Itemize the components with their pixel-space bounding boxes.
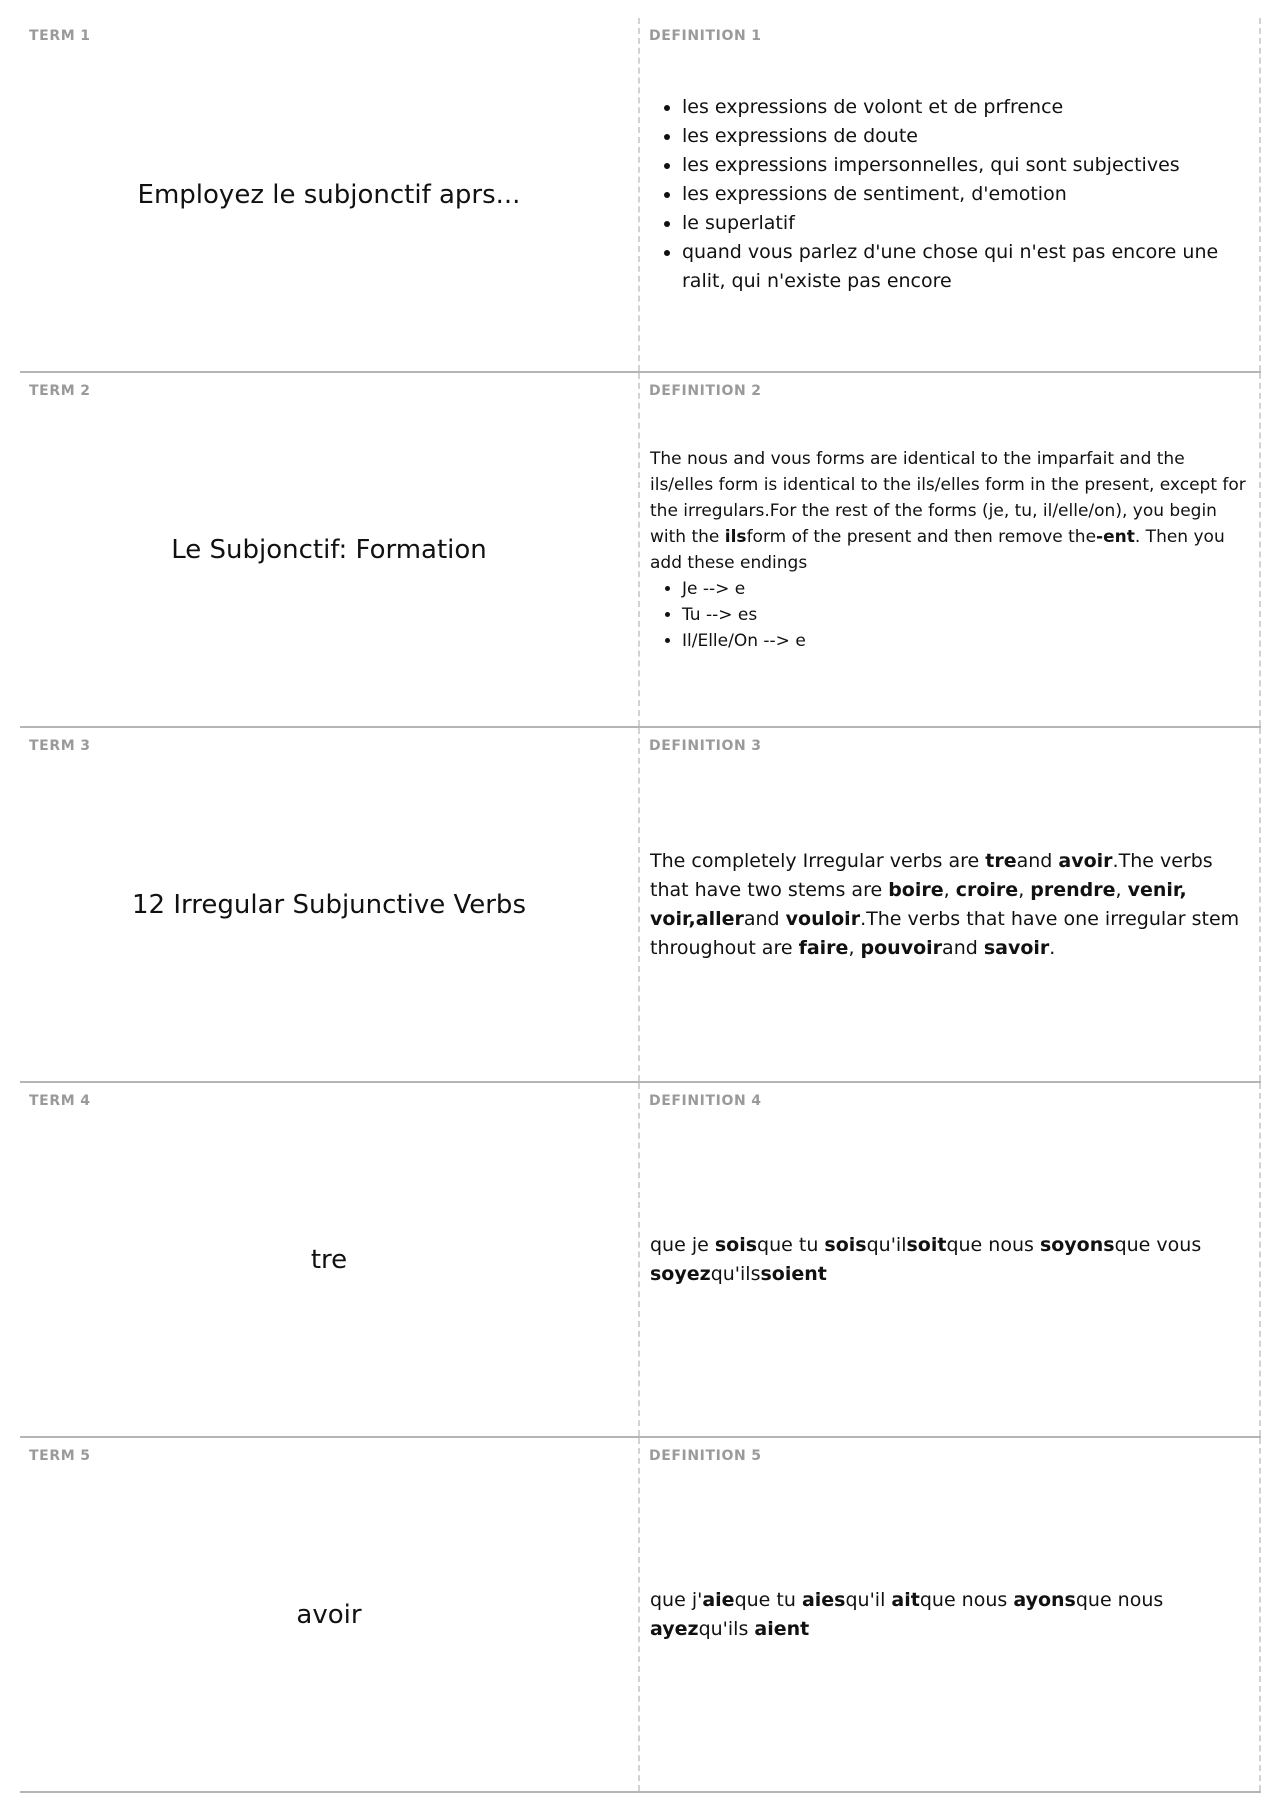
term-cell: [20, 1083, 640, 1436]
flashcard-row: [20, 373, 1261, 728]
flashcard-sheet: [20, 18, 1261, 1793]
term-label: TERM 4: [29, 1093, 91, 1109]
term-cell: [20, 18, 640, 371]
term-text: 12 Irregular Subjunctive Verbs: [132, 889, 526, 920]
list-item: • les expressions de sentiment, d'emotion: [682, 180, 1249, 209]
list-item: • les expressions de doute: [682, 122, 1249, 151]
flashcard-row: [20, 728, 1261, 1083]
definition-label: DEFINITION 2: [649, 383, 762, 399]
term-text: tre: [310, 1244, 348, 1275]
term-label: TERM 1: [29, 28, 91, 44]
term-label: TERM 2: [29, 383, 91, 399]
term-text: Employez le subjonctif aprs...: [137, 179, 521, 210]
term-label: TERM 5: [29, 1448, 91, 1464]
definition-paragraph: The nous and vous forms are identical to the imparfait and the ils/elles form is identical to the ils/elles form in the present, except for the irregulars.For the rest of the forms (je, tu, il/elle/on), you begin with the ilsform of the present and then remove the-ent. Then you add these endings: [650, 448, 1246, 573]
definition-body: [650, 728, 1249, 1081]
definition-body: [650, 1438, 1249, 1791]
list-item: • Je --> e: [682, 576, 1249, 602]
list-item: • les expressions de volont et de prfrence: [682, 93, 1249, 122]
definition-cell: [640, 728, 1261, 1081]
definition-label: DEFINITION 4: [649, 1093, 762, 1109]
term-cell: [20, 1438, 640, 1791]
term-cell: [20, 373, 640, 726]
definition-label: DEFINITION 3: [649, 738, 762, 754]
definition-body: [650, 18, 1249, 371]
definition-body: [650, 1083, 1249, 1436]
flashcard-row: [20, 1438, 1261, 1793]
flashcard-row: [20, 1083, 1261, 1438]
list-item: • quand vous parlez d'une chose qui n'est pas encore une ralit, qui n'existe pas encore: [682, 238, 1249, 296]
definition-label: DEFINITION 1: [649, 28, 762, 44]
definition-cell: [640, 18, 1261, 371]
definition-list: [650, 93, 1249, 296]
definition-label: DEFINITION 5: [649, 1448, 762, 1464]
definition-list: [650, 576, 1249, 654]
definition-body: [650, 373, 1249, 726]
term-text: avoir: [296, 1599, 362, 1630]
list-item: • le superlatif: [682, 209, 1249, 238]
definition-cell: [640, 373, 1261, 726]
list-item: • les expressions impersonnelles, qui sont subjectives: [682, 151, 1249, 180]
definition-cell: [640, 1083, 1261, 1436]
definition-paragraph: que je soisque tu soisqu'ilsoitque nous soyonsque vous soyezqu'ilssoient: [650, 1233, 1202, 1285]
term-text: Le Subjonctif: Formation: [171, 534, 487, 565]
flashcard-row: [20, 18, 1261, 373]
term-cell: [20, 728, 640, 1081]
definition-cell: [640, 1438, 1261, 1791]
term-label: TERM 3: [29, 738, 91, 754]
list-item: • Il/Elle/On --> e: [682, 628, 1249, 654]
definition-paragraph: The completely Irregular verbs are treand avoir.The verbs that have two stems are boire, croire, prendre, venir, voir,allerand vouloir.The verbs that have one irregular stem throughout are faire, pouvoirand savoir.: [650, 849, 1240, 959]
definition-paragraph: que j'aieque tu aiesqu'il aitque nous ayonsque nous ayezqu'ils aient: [650, 1588, 1164, 1640]
list-item: • Tu --> es: [682, 602, 1249, 628]
